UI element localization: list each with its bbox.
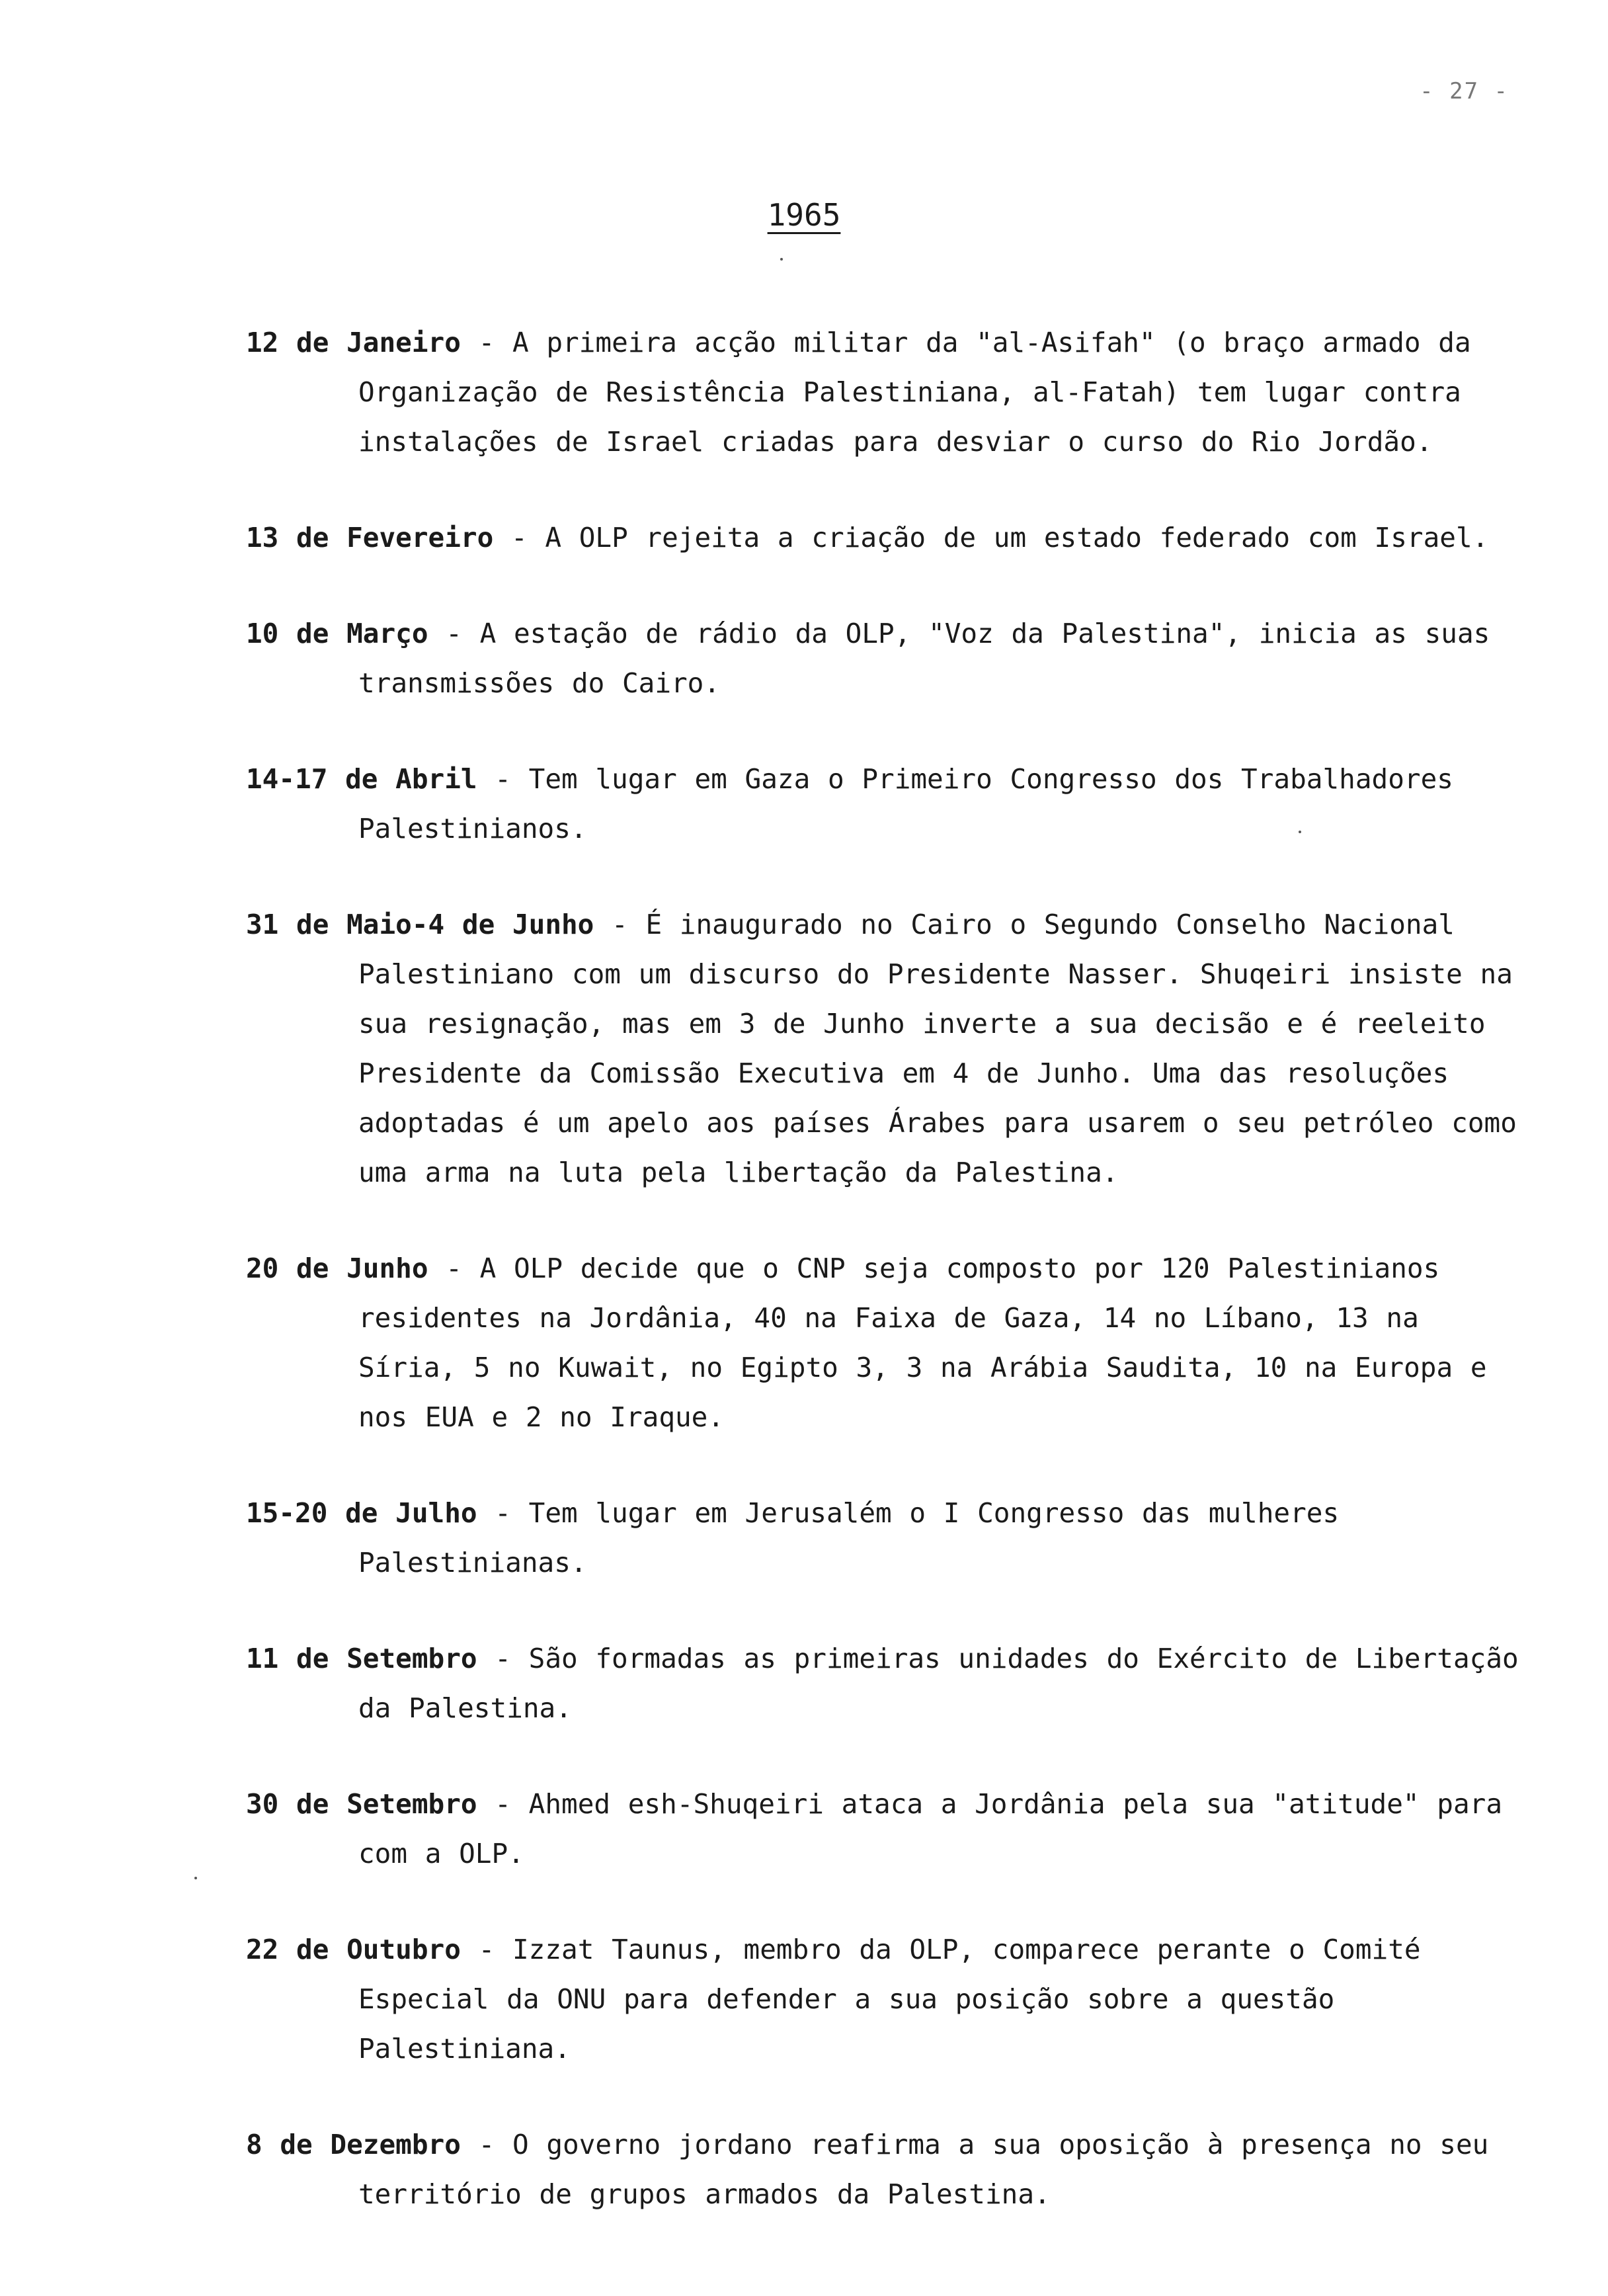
- entry-text: Ahmed esh-Shuqeiri ataca a Jordânia pela sua "atitude" para com a OLP.: [358, 1788, 1503, 1869]
- entry-text: A primeira acção militar da "al-Asifah" (o braço armado da Organização de Resistência Palestiniana, al-Fatah) tem lugar contra instalações de Israel criadas para desviar o curso do Rio Jordão.: [358, 327, 1471, 458]
- entry-date: 31 de Maio-4 de Junho: [246, 909, 594, 940]
- chronology-entry: 13 de Fevereiro - A OLP rejeita a criação de um estado federado com Israel.: [246, 522, 1489, 554]
- entry-date: 13 de Fevereiro: [246, 522, 494, 554]
- entry-text: Izzat Taunus, membro da OLP, comparece perante o Comité Especial da ONU para defender a sua posição sobre a questão Palestiniana.: [358, 1934, 1421, 2065]
- entry-text: Tem lugar em Jerusalém o I Congresso das mulheres Palestinianas.: [358, 1497, 1340, 1578]
- year-heading: [0, 197, 1608, 233]
- scan-speck: [1299, 831, 1301, 833]
- chronology-list: [246, 291, 1529, 2266]
- entry-date: 11 de Setembro: [246, 1643, 477, 1674]
- page-number: - 27 -: [1420, 78, 1509, 104]
- chronology-entry: 15-20 de Julho - Tem lugar em Jerusalém o I Congresso das mulheres Palestinianas.: [246, 1497, 1340, 1578]
- entry-date: 15-20 de Julho: [246, 1497, 477, 1529]
- chronology-entry: 8 de Dezembro - O governo jordano reafirma a sua oposição à presença no seu território de grupos armados da Palestina.: [246, 2129, 1489, 2210]
- chronology-entry: 20 de Junho - A OLP decide que o CNP seja composto por 120 Palestinianos residentes na Jordânia, 40 na Faixa de Gaza, 14 no Líbano, 13 na Síria, 5 no Kuwait, no Egipto 3, 3 na Arábia Saudita, 10 na Europa e nos EUA e 2 no Iraque.: [246, 1252, 1487, 1433]
- scan-speck: [780, 258, 783, 261]
- chronology-entry: 11 de Setembro - São formadas as primeiras unidades do Exército de Libertação da Palestina.: [246, 1643, 1519, 1724]
- entry-date: 12 de Janeiro: [246, 327, 461, 358]
- scan-speck: [194, 1877, 197, 1879]
- entry-date: 8 de Dezembro: [246, 2129, 461, 2160]
- entry-text: Tem lugar em Gaza o Primeiro Congresso dos Trabalhadores Palestinianos.: [358, 763, 1453, 844]
- entry-text: É inaugurado no Cairo o Segundo Conselho Nacional Palestiniano com um discurso do Presidente Nasser. Shuqeiri insiste na sua resignação, mas em 3 de Junho inverte a sua decisão e é reeleito Presidente da Comissão Executiva em 4 de Junho. Uma das resoluções adoptadas é um apelo aos países Árabes para usarem o seu petróleo como uma arma na luta pela libertação da Palestina.: [358, 909, 1517, 1188]
- entry-text: São formadas as primeiras unidades do Exército de Libertação da Palestina.: [358, 1643, 1519, 1724]
- entry-date: 30 de Setembro: [246, 1788, 477, 1820]
- entry-date: 14-17 de Abril: [246, 763, 477, 795]
- chronology-entry: 22 de Outubro - Izzat Taunus, membro da OLP, comparece perante o Comité Especial da ONU para defender a sua posição sobre a questão Palestiniana.: [246, 1934, 1421, 2065]
- chronology-entry: 10 de Março - A estação de rádio da OLP, "Voz da Palestina", inicia as suas transmissões do Cairo.: [246, 618, 1490, 699]
- chronology-entry: 31 de Maio-4 de Junho - É inaugurado no Cairo o Segundo Conselho Nacional Palestiniano com um discurso do Presidente Nasser. Shuqeiri insiste na sua resignação, mas em 3 de Junho inverte a sua decisão e é reeleito Presidente da Comissão Executiva em 4 de Junho. Uma das resoluções adoptadas é um apelo aos países Árabes para usarem o seu petróleo como uma arma na luta pela libertação da Palestina.: [246, 909, 1517, 1188]
- entry-text: A estação de rádio da OLP, "Voz da Palestina", inicia as suas transmissões do Cairo.: [358, 618, 1490, 699]
- entry-text: A OLP rejeita a criação de um estado federado com Israel.: [545, 522, 1489, 554]
- entry-text: O governo jordano reafirma a sua oposição à presença no seu território de grupos armados da Palestina.: [358, 2129, 1489, 2210]
- entry-text: A OLP decide que o CNP seja composto por 120 Palestinianos residentes na Jordânia, 40 na Faixa de Gaza, 14 no Líbano, 13 na Síria, 5 no Kuwait, no Egipto 3, 3 na Arábia Saudita, 10 na Europa e nos EUA e 2 no Iraque.: [358, 1252, 1487, 1433]
- entry-date: 10 de Março: [246, 618, 428, 649]
- chronology-entry: 14-17 de Abril - Tem lugar em Gaza o Primeiro Congresso dos Trabalhadores Palestinianos.: [246, 763, 1453, 844]
- entry-date: 20 de Junho: [246, 1252, 428, 1284]
- year-heading-text: 1965: [767, 197, 841, 233]
- chronology-entry: 12 de Janeiro - A primeira acção militar da "al-Asifah" (o braço armado da Organização de Resistência Palestiniana, al-Fatah) tem lugar contra instalações de Israel criadas para desviar o curso do Rio Jordão.: [246, 327, 1471, 458]
- entry-date: 22 de Outubro: [246, 1934, 461, 1965]
- chronology-entry: 30 de Setembro - Ahmed esh-Shuqeiri ataca a Jordânia pela sua "atitude" para com a OLP.: [246, 1788, 1503, 1869]
